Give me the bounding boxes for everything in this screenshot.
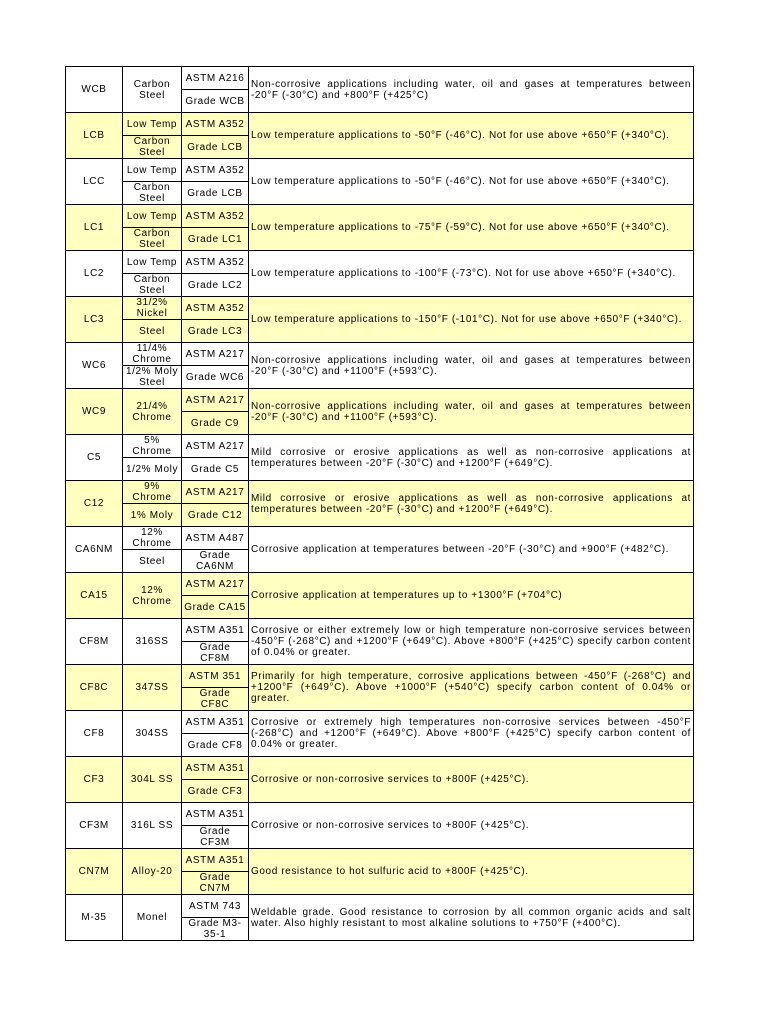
table-row [66, 619, 694, 642]
astm-spec-cell: ASTM A351 [182, 619, 249, 642]
material-cell-continued: Steel [123, 320, 182, 343]
material-code-cell: C12 [66, 481, 123, 527]
material-cell: Low Temp [123, 251, 182, 274]
material-code-cell: LCC [66, 159, 123, 205]
application-description-cell: Corrosive application at temperatures up to +1300°F (+704°C) [249, 573, 694, 619]
application-description-cell: Mild corrosive or erosive applications as well as non-corrosive applications at temperatures between -20°F (-30°C) and +1200°F (+649°C). [249, 435, 694, 481]
table-row [66, 435, 694, 458]
table-row [66, 665, 694, 688]
material-cell: 347SS [123, 665, 182, 711]
table-row [66, 757, 694, 780]
grade-cell: Grade LC1 [182, 228, 249, 251]
astm-spec-cell: ASTM A351 [182, 849, 249, 872]
table-body [66, 67, 694, 941]
material-cell: Monel [123, 895, 182, 941]
application-description-cell: Non-corrosive applications including water, oil and gases at temperatures between -20°F (-30°C) and +800°F (+425°C) [249, 67, 694, 113]
material-cell: 5% Chrome [123, 435, 182, 458]
grade-cell: Grade CA6NM [182, 550, 249, 573]
astm-spec-cell: ASTM A352 [182, 251, 249, 274]
material-cell: 316L SS [123, 803, 182, 849]
table-row [66, 113, 694, 136]
grade-cell: Grade CA15 [182, 596, 249, 619]
grade-cell: Grade CF3M [182, 826, 249, 849]
material-code-cell: CN7M [66, 849, 123, 895]
application-description-cell: Low temperature applications to -150°F (-101°C). Not for use above +650°F (+340°C). [249, 297, 694, 343]
table-row [66, 343, 694, 366]
grade-cell: Grade CF3 [182, 780, 249, 803]
material-cell: 9% Chrome [123, 481, 182, 504]
material-code-cell: CA15 [66, 573, 123, 619]
grade-cell: Grade WCB [182, 90, 249, 113]
material-code-cell: CA6NM [66, 527, 123, 573]
grade-cell: Grade CN7M [182, 872, 249, 895]
astm-spec-cell: ASTM A352 [182, 159, 249, 182]
astm-spec-cell: ASTM A487 [182, 527, 249, 550]
application-description-cell: Corrosive or non-corrosive services to +800F (+425°C). [249, 757, 694, 803]
grade-cell: Grade CF8M [182, 642, 249, 665]
material-cell: 21/4% Chrome [123, 389, 182, 435]
table-row [66, 205, 694, 228]
grade-cell: Grade LCB [182, 182, 249, 205]
material-cell: Alloy-20 [123, 849, 182, 895]
material-code-cell: LC3 [66, 297, 123, 343]
grade-cell: Grade LCB [182, 136, 249, 159]
material-cell-continued: 1% Moly [123, 504, 182, 527]
application-description-cell: Mild corrosive or erosive applications as well as non-corrosive applications at temperatures between -20°F (-30°C) and +1200°F (+649°C). [249, 481, 694, 527]
application-description-cell: Non-corrosive applications including water, oil and gases at temperatures between -20°F (-30°C) and +1100°F (+593°C). [249, 343, 694, 389]
material-cell-continued: 1/2% Moly [123, 458, 182, 481]
table-row [66, 389, 694, 412]
grade-cell: Grade LC3 [182, 320, 249, 343]
material-cell-continued: 1/2% Moly Steel [123, 366, 182, 389]
application-description-cell: Primarily for high temperature, corrosive applications between -450°F (-268°C) and +1200°F (+649°C). Above +1000°F (+540°C) specify carbon content of 0.04% or greater. [249, 665, 694, 711]
material-cell: 316SS [123, 619, 182, 665]
material-cell-continued: Carbon Steel [123, 274, 182, 297]
application-description-cell: Corrosive or extremely high temperatures non-corrosive services between -450°F (-268°C) and +1200°F (+649°C). Above +800°F (+425°C) specify carbon content of 0.04% or greater. [249, 711, 694, 757]
material-cell: Low Temp [123, 159, 182, 182]
material-cell-continued: Carbon Steel [123, 136, 182, 159]
material-cell-continued: Carbon Steel [123, 228, 182, 251]
astm-spec-cell: ASTM 351 [182, 665, 249, 688]
astm-spec-cell: ASTM A217 [182, 389, 249, 412]
material-code-cell: LC1 [66, 205, 123, 251]
table-row [66, 481, 694, 504]
material-cell: 12% Chrome [123, 573, 182, 619]
material-code-cell: CF8M [66, 619, 123, 665]
table-row [66, 803, 694, 826]
material-cell: 31/2% Nickel [123, 297, 182, 320]
material-code-cell: WCB [66, 67, 123, 113]
grade-cell: Grade LC2 [182, 274, 249, 297]
table-row [66, 711, 694, 734]
table-row [66, 849, 694, 872]
astm-spec-cell: ASTM A217 [182, 481, 249, 504]
application-description-cell: Low temperature applications to -75°F (-59°C). Not for use above +650°F (+340°C). [249, 205, 694, 251]
material-code-cell: LCB [66, 113, 123, 159]
astm-spec-cell: ASTM A352 [182, 205, 249, 228]
application-description-cell: Low temperature applications to -50°F (-46°C). Not for use above +650°F (+340°C). [249, 159, 694, 205]
material-cell: 304SS [123, 711, 182, 757]
material-code-cell: C5 [66, 435, 123, 481]
application-description-cell: Corrosive or non-corrosive services to +800F (+425°C). [249, 803, 694, 849]
grade-cell: Grade WC6 [182, 366, 249, 389]
astm-spec-cell: ASTM A216 [182, 67, 249, 90]
table-row [66, 67, 694, 90]
application-description-cell: Non-corrosive applications including water, oil and gases at temperatures between -20°F (-30°C) and +1100°F (+593°C). [249, 389, 694, 435]
astm-spec-cell: ASTM A351 [182, 803, 249, 826]
table-row [66, 573, 694, 596]
material-cell: Low Temp [123, 113, 182, 136]
table-row [66, 895, 694, 918]
astm-spec-cell: ASTM A217 [182, 343, 249, 366]
material-cell: 304L SS [123, 757, 182, 803]
material-cell: 12% Chrome [123, 527, 182, 550]
astm-spec-cell: ASTM A217 [182, 435, 249, 458]
valve-material-spec-table [65, 66, 694, 941]
application-description-cell: Corrosive application at temperatures between -20°F (-30°C) and +900°F (+482°C). [249, 527, 694, 573]
astm-spec-cell: ASTM A351 [182, 757, 249, 780]
astm-spec-cell: ASTM A352 [182, 297, 249, 320]
grade-cell: Grade M3-35-1 [182, 918, 249, 941]
application-description-cell: Low temperature applications to -50°F (-46°C). Not for use above +650°F (+340°C). [249, 113, 694, 159]
astm-spec-cell: ASTM A351 [182, 711, 249, 734]
material-code-cell: LC2 [66, 251, 123, 297]
application-description-cell: Weldable grade. Good resistance to corrosion by all common organic acids and salt water. Also highly resistant to most alkaline solutions to +750°F (+400°C). [249, 895, 694, 941]
astm-spec-cell: ASTM A352 [182, 113, 249, 136]
material-code-cell: WC9 [66, 389, 123, 435]
material-code-cell: M-35 [66, 895, 123, 941]
material-cell: Carbon Steel [123, 67, 182, 113]
material-code-cell: CF8C [66, 665, 123, 711]
table-row [66, 159, 694, 182]
application-description-cell: Good resistance to hot sulfuric acid to +800F (+425°C). [249, 849, 694, 895]
material-code-cell: WC6 [66, 343, 123, 389]
material-cell-continued: Steel [123, 550, 182, 573]
table-row [66, 251, 694, 274]
grade-cell: Grade C9 [182, 412, 249, 435]
grade-cell: Grade C12 [182, 504, 249, 527]
table-row [66, 527, 694, 550]
astm-spec-cell: ASTM A217 [182, 573, 249, 596]
material-code-cell: CF3 [66, 757, 123, 803]
grade-cell: Grade CF8 [182, 734, 249, 757]
application-description-cell: Corrosive or either extremely low or high temperature non-corrosive services between -450°F (-268°C) and +1200°F (+649°C). Above +800°F (+425°C) specify carbon content of 0.04% or greater. [249, 619, 694, 665]
table-row [66, 297, 694, 320]
material-cell-continued: Carbon Steel [123, 182, 182, 205]
application-description-cell: Low temperature applications to -100°F (-73°C). Not for use above +650°F (+340°C). [249, 251, 694, 297]
material-code-cell: CF3M [66, 803, 123, 849]
grade-cell: Grade CF8C [182, 688, 249, 711]
material-cell: 11/4% Chrome [123, 343, 182, 366]
astm-spec-cell: ASTM 743 [182, 895, 249, 918]
material-cell: Low Temp [123, 205, 182, 228]
material-code-cell: CF8 [66, 711, 123, 757]
grade-cell: Grade C5 [182, 458, 249, 481]
